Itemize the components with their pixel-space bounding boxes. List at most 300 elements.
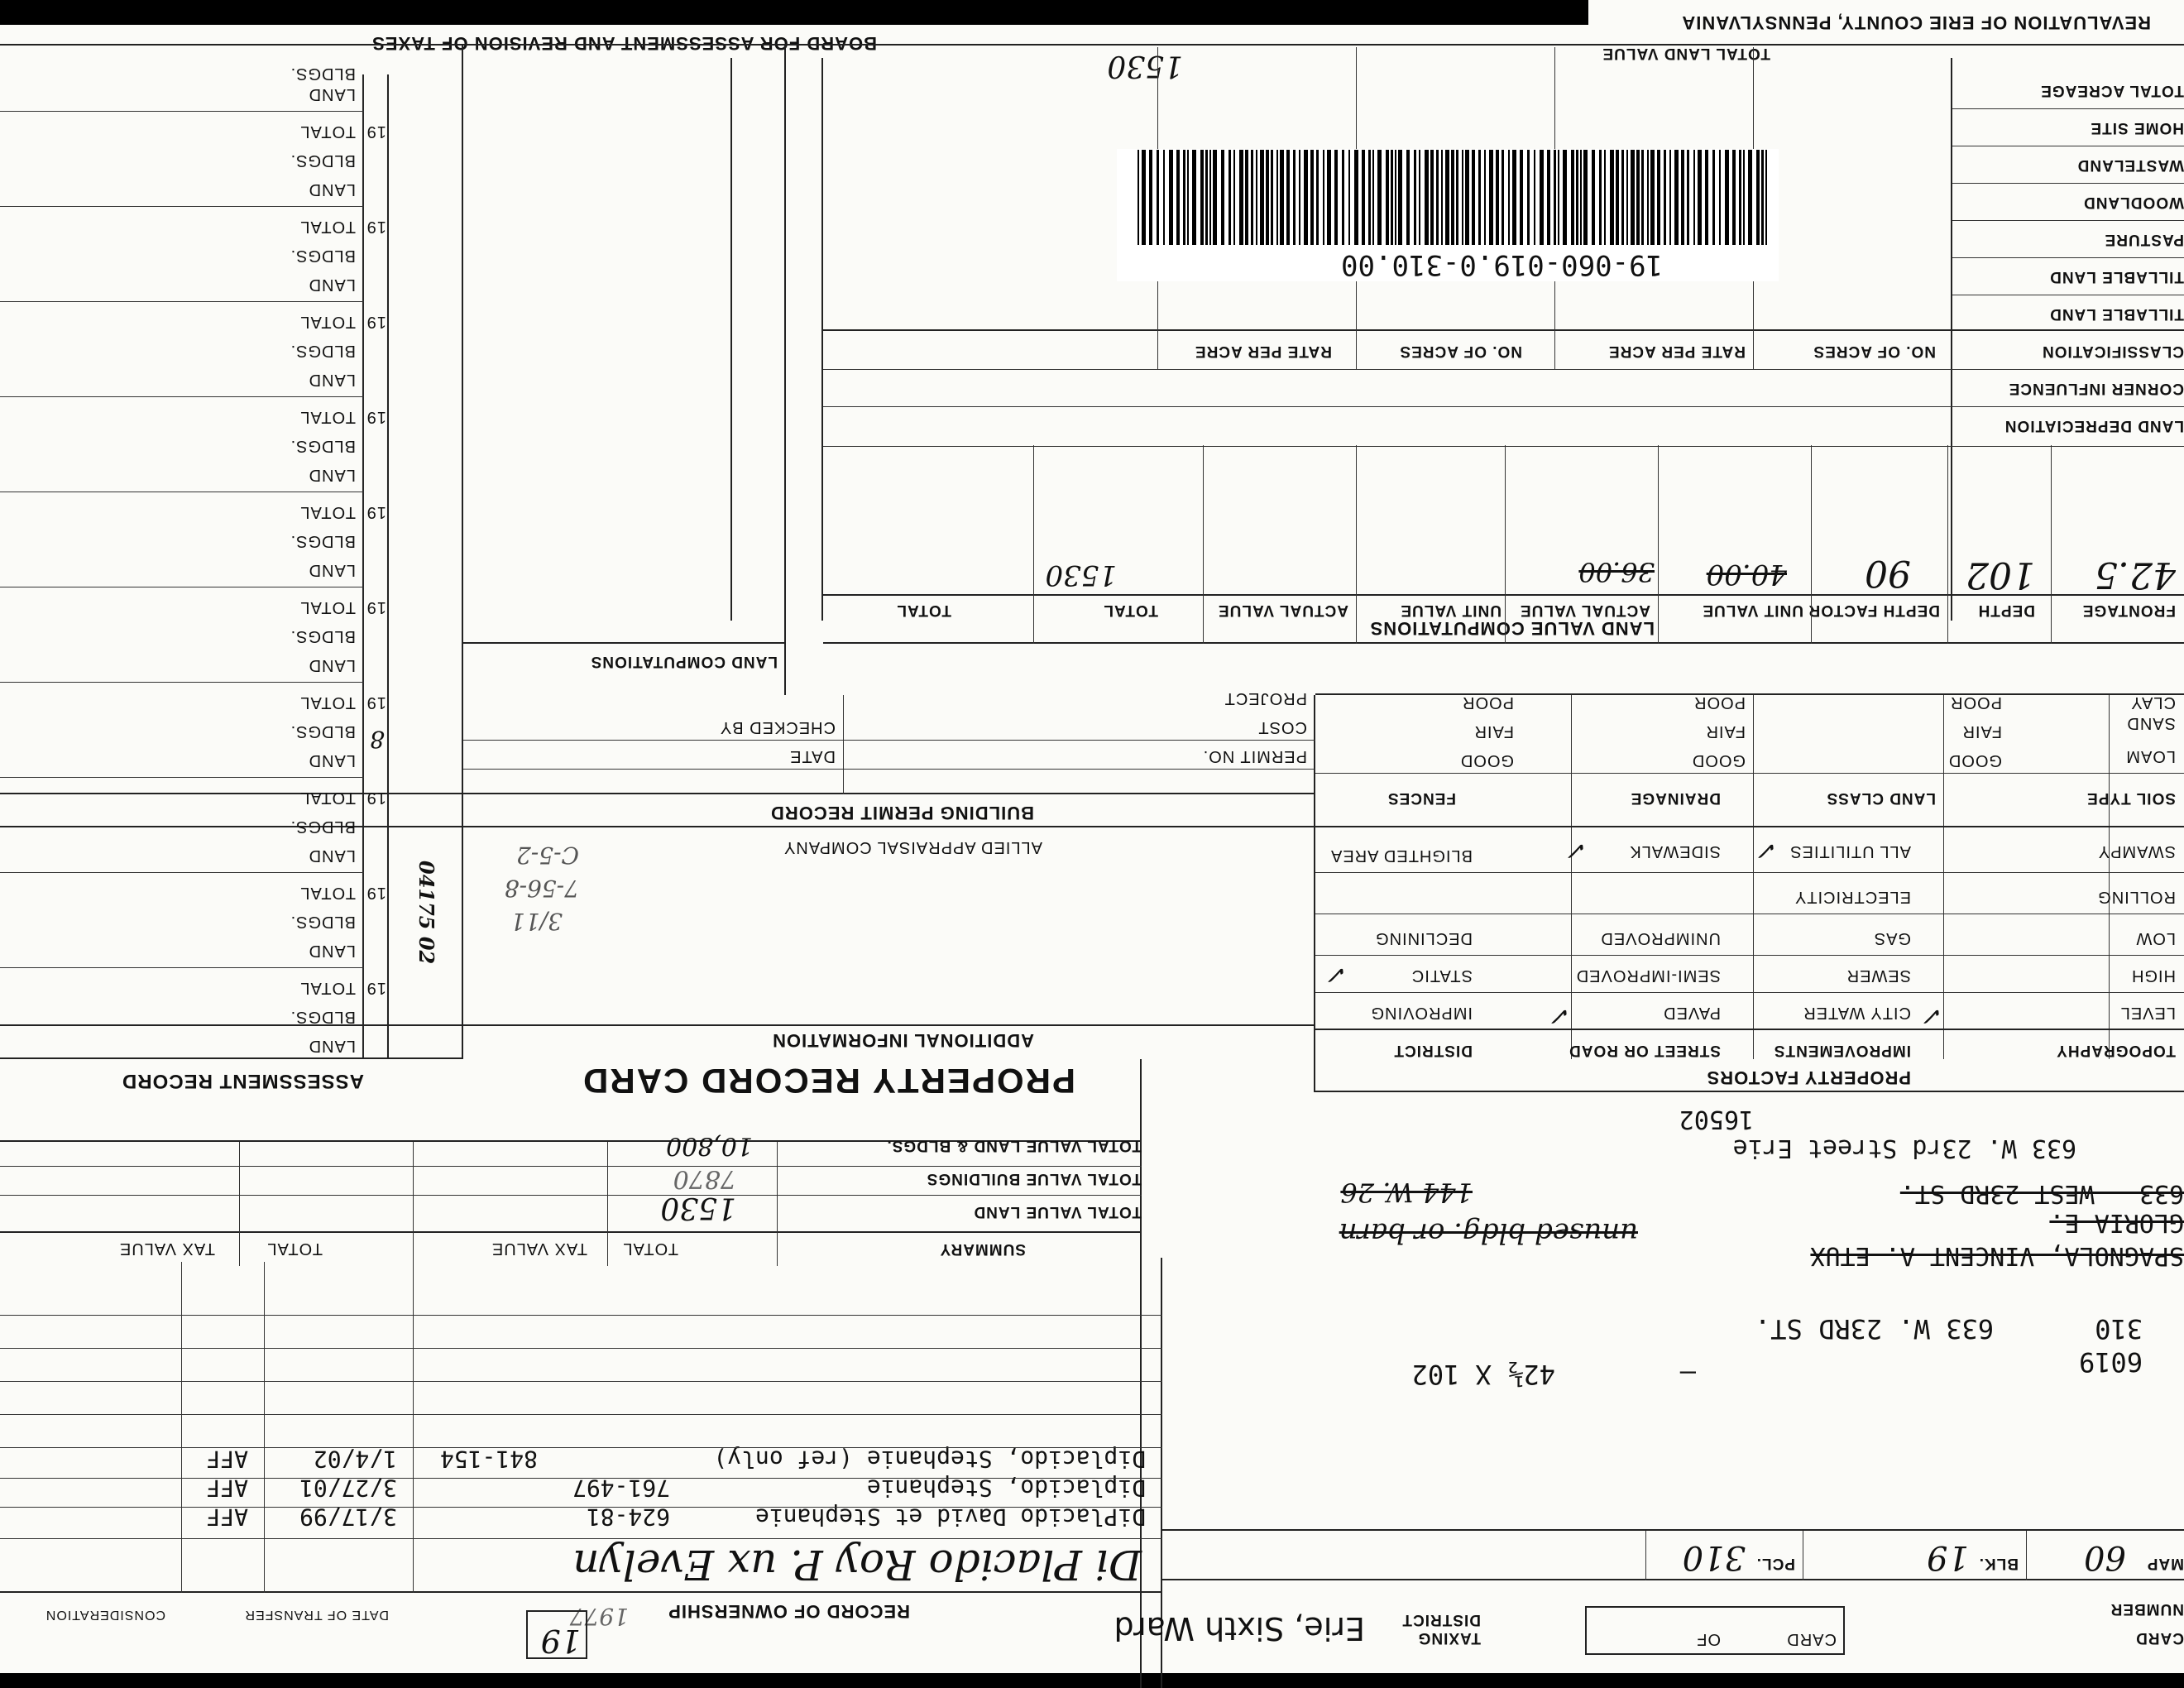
class-item-3: WASTELAND	[2076, 156, 2184, 174]
barcode-bar	[1271, 150, 1273, 245]
consideration-label: CONSIDERATION	[45, 1608, 165, 1622]
assess-year-1: 19	[366, 979, 386, 997]
scan-edge-top	[0, 1673, 2184, 1688]
topo-item-4: ROLLING	[2097, 888, 2176, 906]
assess-land-2: LAND	[308, 942, 356, 960]
no-of-acres-1: NO. OF ACRES	[1813, 343, 1936, 360]
assess-total-2: TOTAL	[299, 884, 356, 902]
barcode-bar	[1451, 150, 1454, 245]
assess-bldgs-11: BLDGS.	[290, 65, 356, 83]
street-or-road-label: STREET OR ROAD	[1569, 1042, 1721, 1059]
class-item-10: LAND DEPRECIATION	[2004, 417, 2184, 434]
barcode-bar	[1142, 150, 1146, 245]
lvc-col-actual-value: ACTUAL VALUE	[1519, 602, 1650, 619]
barcode-bar	[1286, 150, 1290, 245]
date-label: DATE	[789, 747, 836, 765]
check-sidewalk: ✓	[1567, 836, 1588, 865]
assess-land-3: LAND	[308, 846, 356, 865]
barcode-bar	[1693, 150, 1695, 245]
barcode-bar	[1512, 150, 1516, 245]
summary-value-2: 7870	[673, 1164, 736, 1193]
barcode-bar	[1192, 150, 1196, 245]
barcode-bar	[1756, 150, 1760, 245]
blk-value: 19	[1927, 1538, 1969, 1576]
summary-col-tax-value: TAX VALUE	[491, 1240, 587, 1258]
assess-year-8: 19	[366, 313, 386, 331]
assess-total-10: TOTAL	[299, 122, 356, 141]
card-box-of: OF	[1696, 1630, 1721, 1648]
ownership-row-2-date: 3/27/01	[299, 1475, 397, 1502]
assess-bldgs-1: BLDGS.	[290, 1008, 356, 1026]
ownership-row-1-date: 3/17/99	[299, 1503, 397, 1531]
ownership-row-3-code: AFF	[206, 1446, 248, 1473]
barcode-bar	[1209, 150, 1211, 245]
assess-year-3: 19	[366, 789, 386, 807]
assess-total-8: TOTAL	[299, 313, 356, 331]
no-of-acres-2: NO. OF ACRES	[1399, 343, 1522, 360]
barcode-bars	[1125, 150, 1770, 245]
summary-row-1: TOTAL VALUE LAND	[973, 1203, 1142, 1220]
barcode-bar	[1276, 150, 1278, 245]
assess-total-3: TOTAL	[299, 789, 356, 807]
barcode-bar	[1462, 150, 1463, 245]
barcode-bar	[1534, 150, 1535, 245]
box-number: 19	[540, 1623, 581, 1659]
lvc-col-depth-factor: DEPTH FACTOR	[1808, 602, 1940, 619]
barcode-bar	[1583, 150, 1588, 245]
cost-label: COST	[1257, 718, 1307, 736]
barcode-bar	[1391, 150, 1393, 245]
barcode-bar	[1445, 150, 1449, 245]
barcode-bar	[1266, 150, 1269, 245]
barcode-bar	[1592, 150, 1595, 245]
barcode-bar	[1636, 150, 1640, 245]
assess-year-10: 19	[366, 122, 386, 141]
assessment-record-title: ASSESSMENT RECORD	[121, 1070, 364, 1092]
barcode-bar	[1377, 150, 1382, 245]
check-paved: ✓	[1550, 1001, 1572, 1030]
district-name: Erie, Sixth Ward	[1114, 1610, 1365, 1647]
barcode-bar	[1571, 150, 1574, 245]
street-item-2: SEMI-IMPROVED	[1575, 966, 1721, 985]
assess-land-10: LAND	[308, 180, 356, 199]
barcode-number: 19-060-019.0-310.00	[1341, 248, 1663, 281]
ownership-row-2-code: AFF	[206, 1475, 248, 1502]
barcode-bar	[1705, 150, 1708, 245]
barcode-bar	[1436, 150, 1439, 245]
barcode-bar	[1484, 150, 1486, 245]
barcode-bar	[1761, 150, 1764, 245]
lvc-actual-value: 36.00	[1578, 556, 1655, 587]
ownership-title: RECORD OF OWNERSHIP	[668, 1601, 910, 1622]
grade-poor-3: POOR	[1462, 693, 1514, 712]
barcode-bar	[1719, 150, 1721, 245]
ownership-row-2-name: Diplacido, Stephanie	[866, 1475, 1146, 1502]
summary-value-1: 1530	[660, 1191, 736, 1225]
check-all-utilities: ✓	[1757, 836, 1779, 865]
barcode	[1117, 149, 1779, 281]
barcode-bar	[1183, 150, 1185, 245]
barcode-bar	[1260, 150, 1264, 245]
assess-year-7: 19	[366, 408, 386, 426]
barcode-bar	[1334, 150, 1338, 245]
barcode-bar	[1221, 150, 1224, 245]
building-permit-title: BUILDING PERMIT RECORD	[770, 803, 1034, 823]
assess-land-6: LAND	[308, 561, 356, 579]
assess-land-7: LAND	[308, 466, 356, 484]
lvc-depth: 102	[1966, 554, 2035, 596]
topo-item-2: HIGH	[2131, 966, 2176, 985]
assess-year-2: 19	[366, 884, 386, 902]
barcode-bar	[1395, 150, 1396, 245]
parcel-code: 6019	[2078, 1346, 2143, 1378]
owner-struck-hand2: 144 W. 26	[1340, 1177, 1473, 1208]
improvements-label: IMPROVEMENTS	[1773, 1042, 1911, 1059]
assess-bldgs-7: BLDGS.	[290, 437, 356, 455]
barcode-bar	[1327, 150, 1331, 245]
rate-per-acre-1: RATE PER ACRE	[1607, 343, 1746, 360]
barcode-bar	[1681, 150, 1684, 245]
grade-fair-2: FAIR	[1705, 722, 1746, 741]
number-label: NUMBER	[2110, 1600, 2184, 1618]
barcode-bar	[1233, 150, 1235, 245]
ownership-hand-title: 1977	[569, 1603, 629, 1630]
parcel-street: 633 W. 23RD ST.	[1755, 1313, 1994, 1345]
soil-item-3: CLAY	[2130, 693, 2176, 712]
ownership-row-1-name: DiPlacido David et Stephanie	[754, 1503, 1146, 1531]
barcode-bar	[1348, 150, 1350, 245]
additional-info-title: ADDITIONAL INFORMATION	[772, 1030, 1034, 1051]
drainage-label: DRAINAGE	[1630, 789, 1721, 807]
header-board: BOARD FOR ASSESSMENT AND REVISION OF TAXES	[371, 33, 877, 54]
barcode-bar	[1647, 150, 1649, 245]
class-item-8: CLASSIFICATION	[2042, 343, 2184, 360]
barcode-bar	[1280, 150, 1284, 245]
owner-struck-first: GLORIA E.	[2049, 1208, 2184, 1237]
grade-good-2: GOOD	[1691, 751, 1746, 770]
lvc-depth-factor: 90	[1865, 552, 1911, 594]
barcode-bar	[1205, 150, 1208, 245]
lvc-col-actual-value-2: ACTUAL VALUE	[1217, 602, 1348, 619]
assess-bldgs-2: BLDGS.	[290, 913, 356, 931]
barcode-bar	[1362, 150, 1365, 245]
barcode-bar	[1698, 150, 1702, 245]
street-item-1: PAVED	[1663, 1004, 1721, 1022]
barcode-bar	[1748, 150, 1752, 245]
street-item-3: UNIMPROVED	[1600, 929, 1721, 947]
assess-total-1: TOTAL	[299, 979, 356, 997]
barcode-bar	[1304, 150, 1308, 245]
topo-item-5: SWAMPY	[2097, 842, 2176, 861]
summary-col-tax-value-2: TAX VALUE	[118, 1240, 215, 1258]
barcode-bar	[1674, 150, 1679, 245]
barcode-bar	[1765, 150, 1767, 245]
ownership-row-2-book: 761-497	[572, 1475, 670, 1502]
barcode-bar	[1489, 150, 1493, 245]
class-item-7: TILLABLE LAND	[2049, 305, 2184, 323]
summary-row-2: TOTAL VALUE BUILDINGS	[926, 1170, 1142, 1187]
assess-bldgs-9: BLDGS.	[290, 247, 356, 265]
barcode-bar	[1712, 150, 1715, 245]
card-label: CARD	[2135, 1629, 2184, 1647]
barcode-bar	[1386, 150, 1389, 245]
assess-bldgs-5: BLDGS.	[290, 627, 356, 645]
summary-title: SUMMARY	[939, 1240, 1026, 1258]
lvc-col-frontage: FRONTAGE	[2081, 602, 2176, 619]
barcode-bar	[1547, 150, 1550, 245]
district-item-4: BLIGHTED AREA	[1330, 846, 1473, 865]
improvement-item-1: CITY WATER	[1803, 1004, 1911, 1022]
total-land-value-label: TOTAL LAND VALUE	[1602, 45, 1770, 62]
owner-struck-name: SPAGNOLA, VINCENT A. ETUX	[1810, 1241, 2184, 1270]
barcode-bar	[1650, 150, 1655, 245]
lvc-col-unit-value-2: UNIT VALUE	[1400, 602, 1502, 619]
barcode-bar	[1316, 150, 1319, 245]
barcode-bar	[1425, 150, 1429, 245]
lvc-col-total: TOTAL	[1103, 602, 1158, 619]
barcode-bar	[1604, 150, 1606, 245]
assessment-year-digit: 8	[370, 726, 385, 753]
barcode-bar	[1502, 150, 1504, 245]
soil-item-2: SAND	[2126, 714, 2176, 732]
barcode-bar	[1599, 150, 1602, 245]
soil-type-label: SOIL TYPE	[2086, 789, 2176, 807]
barcode-bar	[1310, 150, 1314, 245]
barcode-bar	[1626, 150, 1628, 245]
lvc-col-total-2: TOTAL	[896, 602, 951, 619]
check-static: ✓	[1327, 960, 1348, 989]
check-city-water: ✓	[1923, 1001, 1944, 1030]
barcode-bar	[1472, 150, 1475, 245]
improvement-item-2: SEWER	[1846, 966, 1911, 985]
district-item-3: DECLINING	[1375, 929, 1473, 947]
barcode-bar	[1163, 150, 1165, 245]
topography-label: TOPOGRAPHY	[2056, 1042, 2176, 1059]
lvc-unit-value: 40.00	[1706, 558, 1787, 591]
assess-bldgs-4: BLDGS.	[290, 722, 356, 741]
assess-bldgs-3: BLDGS.	[290, 818, 356, 836]
property-record-card-title: PROPERTY RECORD CARD	[582, 1062, 1075, 1101]
pcl-label: PCL.	[1755, 1555, 1795, 1572]
assess-bldgs-10: BLDGS.	[290, 151, 356, 170]
checked-by-label: CHECKED BY	[719, 718, 836, 736]
improvement-item-3: GAS	[1873, 929, 1911, 947]
district-label: DISTRICT	[1393, 1042, 1473, 1059]
barcode-bar	[1657, 150, 1660, 245]
taxing-district-label: TAXING DISTRICT	[1401, 1611, 1481, 1647]
topo-item-3: LOW	[2135, 929, 2176, 947]
ownership-hand-owner: Di Placido Roy P. ux Evelyn	[572, 1541, 1142, 1589]
additional-hand-2: 7-56-8	[504, 875, 579, 902]
barcode-bar	[1456, 150, 1458, 245]
barcode-bar	[1558, 150, 1559, 245]
barcode-bar	[1554, 150, 1556, 245]
map-label: MAP	[2146, 1555, 2184, 1572]
barcode-bar	[1610, 150, 1614, 245]
additional-hand-1: C-5-2	[516, 842, 579, 869]
lvc-col-depth: DEPTH	[1977, 602, 2035, 619]
assess-year-5: 19	[366, 598, 386, 616]
grade-fair-3: FAIR	[1473, 722, 1514, 741]
ownership-row-1-code: AFF	[206, 1503, 248, 1531]
assess-bldgs-8: BLDGS.	[290, 342, 356, 360]
barcode-bar	[1508, 150, 1510, 245]
class-item-6: TILLABLE LAND	[2049, 268, 2184, 285]
barcode-bar	[1419, 150, 1420, 245]
barcode-bar	[1293, 150, 1296, 245]
barcode-bar	[1368, 150, 1371, 245]
barcode-bar	[1245, 150, 1248, 245]
barcode-bar	[1323, 150, 1324, 245]
barcode-bar	[1725, 150, 1729, 245]
pcl-value: 310	[1682, 1538, 1746, 1576]
soil-item-1: LOAM	[2125, 747, 2176, 765]
barcode-bar	[1200, 150, 1204, 245]
barcode-bar	[1621, 150, 1624, 245]
assess-land-11: LAND	[308, 85, 356, 103]
barcode-bar	[1406, 150, 1410, 245]
barcode-bar	[1441, 150, 1443, 245]
barcode-bar	[1372, 150, 1374, 245]
assess-total-5: TOTAL	[299, 598, 356, 616]
class-item-2: HOME SITE	[2090, 119, 2184, 137]
allied-appraisal: ALLIED APPRAISAL COMPANY	[783, 838, 1042, 856]
barcode-divider	[730, 58, 732, 621]
assessment-stamp: 04175 02	[414, 861, 438, 965]
assess-year-4: 19	[366, 693, 386, 712]
barcode-bar	[1239, 150, 1243, 245]
barcode-bar	[1669, 150, 1671, 245]
barcode-bar	[1398, 150, 1402, 245]
assess-bldgs-6: BLDGS.	[290, 532, 356, 550]
date-of-transfer-label: DATE OF TRANSFER	[244, 1608, 389, 1622]
barcode-bar	[1157, 150, 1159, 245]
barcode-bar	[1430, 150, 1434, 245]
owner-struck-addr: 633 - WEST 23RD ST.	[1899, 1179, 2184, 1208]
grade-poor-1: POOR	[1950, 693, 2002, 712]
permit-no-label: PERMIT NO.	[1202, 747, 1307, 765]
property-factors-title: PROPERTY FACTORS	[1706, 1067, 1911, 1088]
street-item-4: SIDEWALK	[1629, 842, 1721, 861]
assess-total-6: TOTAL	[299, 503, 356, 521]
barcode-bar	[1540, 150, 1544, 245]
district-item-2: STATIC	[1410, 966, 1473, 985]
barcode-bar	[1465, 150, 1469, 245]
assess-year-6: 19	[366, 503, 386, 521]
land-value-computations-title: LAND VALUE COMPUTATIONS	[1369, 618, 1655, 639]
barcode-bar	[1616, 150, 1619, 245]
total-land-value-hand: 1530	[1107, 49, 1183, 83]
barcode-bar	[1563, 150, 1567, 245]
barcode-bar	[1631, 150, 1635, 245]
lvc-total: 1530	[1045, 559, 1117, 592]
barcode-bar	[1478, 150, 1481, 245]
barcode-bar	[1187, 150, 1189, 245]
owner-struck-hand1: unused bldg. or barn	[1339, 1216, 1638, 1249]
parcel-dims: 42½ X 102	[1411, 1359, 1555, 1390]
additional-hand-3: 3/11	[510, 908, 563, 935]
barcode-bar	[1169, 150, 1173, 245]
barcode-bar	[1580, 150, 1582, 245]
assess-year-9: 19	[366, 218, 386, 236]
grade-poor-2: POOR	[1693, 693, 1746, 712]
barcode-bar	[1342, 150, 1344, 245]
land-computations-title: LAND COMPUTATIONS	[590, 653, 778, 670]
header-revaluation: REVALUATION OF ERIE COUNTY, PENNSYLVANIA	[1681, 12, 2151, 33]
assess-land-4: LAND	[308, 751, 356, 770]
ownership-row-1-book: 624-81	[586, 1503, 670, 1531]
owner-address: 633 W. 23rd Street Erie	[1732, 1134, 2076, 1163]
barcode-bar	[1739, 150, 1741, 245]
assess-total-4: TOTAL	[299, 693, 356, 712]
barcode-bar	[1228, 150, 1231, 245]
assess-total-7: TOTAL	[299, 408, 356, 426]
assess-land-8: LAND	[308, 371, 356, 389]
summary-col-total-2: TOTAL	[266, 1240, 323, 1258]
land-class-label: LAND CLASS	[1826, 789, 1936, 807]
barcode-bar	[1299, 150, 1300, 245]
lvc-col-unit-value: UNIT VALUE	[1702, 602, 1803, 619]
assess-land-1: LAND	[308, 1037, 356, 1055]
class-item-5: PASTURE	[2104, 231, 2184, 248]
barcode-bar	[1743, 150, 1745, 245]
summary-row-3: TOTAL VALUE LAND & BLDGS.	[886, 1137, 1142, 1154]
scan-edge-bottom	[0, 0, 1588, 25]
barcode-bar	[1520, 150, 1523, 245]
barcode-bar	[1414, 150, 1416, 245]
improvement-item-5: ALL UTILITIES	[1789, 842, 1911, 861]
barcode-bar	[1138, 150, 1139, 245]
fences-label: FENCES	[1387, 789, 1456, 807]
barcode-bar	[1149, 150, 1152, 245]
district-item-1: IMPROVING	[1370, 1004, 1473, 1022]
barcode-bar	[1213, 150, 1217, 245]
owner-zip: 16502	[1679, 1105, 1754, 1134]
blk-label: BLK.	[1978, 1555, 2019, 1572]
class-item-1: TOTAL ACREAGE	[2040, 82, 2184, 99]
grade-fair-1: FAIR	[1961, 722, 2002, 741]
barcode-bar	[1256, 150, 1257, 245]
class-item-4: WOODLAND	[2083, 194, 2184, 211]
class-item-9: CORNER INFLUENCE	[2008, 380, 2184, 397]
ownership-row-3-name: Diplacido, Stephanie (ref only)	[713, 1446, 1146, 1473]
grade-good-1: GOOD	[1947, 751, 2002, 770]
barcode-bar	[1664, 150, 1666, 245]
parcel-line: 310	[2095, 1313, 2143, 1345]
assess-total-9: TOTAL	[299, 218, 356, 236]
card-box-card: CARD	[1786, 1630, 1837, 1648]
grade-good-3: GOOD	[1459, 751, 1514, 770]
ownership-row-3-book: 841-154	[439, 1446, 538, 1473]
barcode-bar	[1354, 150, 1358, 245]
assess-land-5: LAND	[308, 656, 356, 674]
barcode-bar	[1527, 150, 1530, 245]
barcode-bar	[1576, 150, 1578, 245]
barcode-bar	[1496, 150, 1499, 245]
barcode-bar	[1251, 150, 1253, 245]
summary-col-total: TOTAL	[622, 1240, 678, 1258]
barcode-bar	[1176, 150, 1180, 245]
ownership-row-3-date: 1/4/02	[313, 1446, 397, 1473]
map-value: 60	[2084, 1538, 2126, 1576]
rate-per-acre-2: RATE PER ACRE	[1194, 343, 1332, 360]
improvement-item-4: ELECTRICITY	[1794, 888, 1911, 906]
assess-land-9: LAND	[308, 276, 356, 294]
lvc-frontage: 42.5	[2095, 554, 2176, 596]
barcode-bar	[1732, 150, 1736, 245]
barcode-bar	[1641, 150, 1644, 245]
barcode-bar	[1687, 150, 1689, 245]
